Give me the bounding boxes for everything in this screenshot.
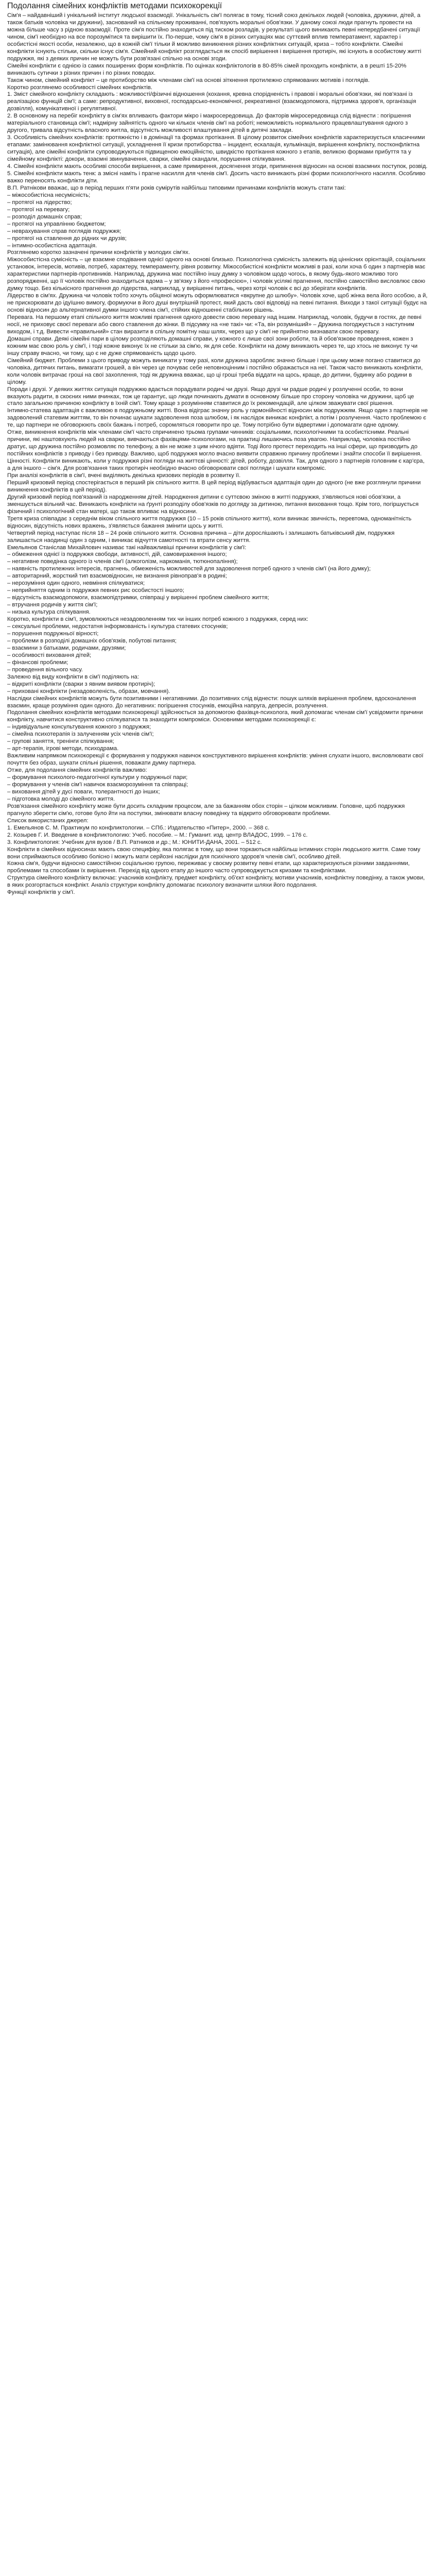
paragraph: 5. Сімейні конфлікти мають тенк: а змісні наміть і прагне насилля для членів сім'ї. Досить часто виникають різні форми психологічного насилля. Особливо важко переносять конфлікти діти. [7, 170, 426, 184]
paragraph: Інтимно-статева адаптація є важливою в подружньому житті. Вона відіграє значну роль у гармонійності відносин між подружжям. Якщо один з партнерів не задоволений статевим життям, то він починає шукати задоволення поза шлюбом, і як наслідок виникає конфлікт, а потім і розлучення. Часто проблемою є те, що партнери не обговорюють своїх бажань і потреб, соромляться говорити про це. Тому потрібно бути відвертими і допомагати одне одному. [7, 408, 428, 429]
paragraph: – сексуальні проблеми, недостатня інформованість і культура статевих стосунків; [7, 623, 228, 630]
paragraph: Перевага. На першому етапі спільного життя можливі прагнення одного довести свою перевагу над іншим. Наприклад, чоловік, будучи в гостях, де певні носії, не приховує своєї переваги або свого ставлення до жінки. В підсумку на «не такі» чи: «Та, він розумніший» – Дружина погоджується з наступним виходом, і т.д. Вивести «правильний» стан виразити в спільну помітну наш шлях, через що у сім'ї не прийнятно визнавати свою перевагу. [7, 314, 422, 335]
paragraph: Другий кризовий період пов'язаний із народженням дітей. Народження дитини є суттєвою зміною в житті подружжя, з'являються нові обов'язки, а зменшується вільний час. Виникають конфлікти на ґрунті розподілу обов'язків по догляду за дитиною, питання виховання тощо. Крім того, погіршується фізичний і психологічний стан матері, що також впливає на відносини. [7, 494, 419, 515]
paragraph: Функції конфліктів у сім'ї. [7, 889, 75, 896]
paragraph: Подолання сімейних конфліктів методами психокорекції здійснюється за допомогою фахівця-психолога, який допомагає членам сім'ї усвідомити причини конфлікту, навчитися конструктивно спілкуватися та знаходити компроміси. Основними методами психокорекції є: [7, 709, 423, 723]
paragraph: – проведення вільного часу. [7, 666, 83, 673]
paragraph: – виховання дітей у дусі поваги, толерантності до інших; [7, 788, 160, 795]
paragraph: В.П. Ратнікови вважає, що в період перших п'яти років сумірутів найбільш типовими причинами конфліктів можуть стати такі: [7, 184, 346, 191]
paragraph: Розглянемо коротко зазначені причини конфліктів у молодих сім'ях. [7, 249, 190, 256]
paragraph: – міжособистісна несумісність; [7, 192, 91, 198]
paragraph: 2. Козырев Г. И. Введение в конфликтологию: Учеб. пособие. – М.: Гуманит. изд. центр ВЛАДОС, 1999. – 176 с. [7, 832, 308, 838]
paragraph: Розв'язання сімейного конфлікту може бути досить складним процесом, але за бажанням обох сторін – цілком можливим. Головне, щоб подружжя прагнуло зберегти сім'ю, готове було йти на поступки, змінювати власну поведінку та відкрито обговорювати проблеми. [7, 803, 405, 817]
paragraph: – обмеження однієї із подружжя свободи, активності, дій, самовираження іншого; [7, 551, 227, 558]
paragraph: Важливим напрямком психокорекції є формування у подружжя навичок конструктивного вирішення конфліктів: уміння слухати іншого, висловлювати свої почуття без образ, шукати спільні рішення, поважати думку партнера. [7, 753, 424, 767]
paragraph: Структура сімейного конфлікту включає: учасників конфлікту, предмет конфлікту, об'єкт конфлікту, мотиви учасників, конфліктну поведінку, а також умови, в яких розгортається конфлікт. Аналіз структури конфлікту допомагає психологу визначити шляхи його подолання. [7, 875, 425, 889]
paragraph: Лідерство в сім'ях. Дружина чи чоловік тобто хочуть обіцяної можуть оформлюватися «вкрупне до шлюбу». Чоловік хоче, щоб жінка вела його особою, а й, не прискорювати до ідуїшню вимогу, формуючи в його душі внутрішній протест, який дасть свої відповіді на певні питання. Виходи з такої ситуації будує на основі відносин до альтернативної думки іншого члена сім'ї, стійких відношенні стабільних рішень. [7, 293, 428, 314]
paragraph: Кожна сім'я, будучи відносно самостійною соціальною групою, переживає у своєму розвитку певні етапи, що характеризуються різними завданнями, проблемами та способами їх вирішення. Перехід від одного етапу до іншого часто супроводжується кризами та конфліктами. [7, 860, 410, 874]
paragraph: Список використаних джерел: [7, 817, 89, 824]
paragraph: Отже, виникнення конфліктів між членами сім'ї часто спричинено трьома групами чинників: соціальними, психологічними та особистісними. Реальні причини, які наштовхують людей на сварки, вивчаються фахівцями-психологами, на практиці лишаючись поза увагою. Наприклад, чоловіка постійно дратує, що дружина постійно розмовляє по телефону, а він не може з цим нічого вдіяти. Тоді його протест переходить на інші сфери, що призводить до постійних конфліктів з приводу і без приводу. Важливо, щоб подружжя могло вчасно виявити справжню причину проблеми і знайти способи її вирішення. [7, 429, 422, 457]
paragraph: Поради і друзі. У деяких життях ситуація подружжю вдається порадувати родичі чи друзі. Якщо друзі чи радше родичі у розлученні особи, то вони вказують радити, в скоєних ними вчинках, тож це гарантує, що люди починають думати в основному більше про сторону чоловіка чи дружини, щоб це стало загальною причиною конфлікту в їхній сім'ї. Тому краще з розумінням ставитися до їх рекомендацій, але цілком зважувати свої рішення. [7, 386, 414, 407]
paragraph: Сім'я – найдавніший і унікальний інститут людської взаємодії. Унікальність сім'ї полягає в тому, тісний союз декількох людей (чоловіка, дружини, дітей, а також батьків чоловіка чи дружини), заснований на спільному проживанні, пов'язують моральні обов'язки. У даному союзі люди прагнуть провести на можна більше часу з рідною взаємодії. Проте сім'я постійно знаходиться під тиском розладів, у результаті цього виникають певні непередбачені ситуації чином, сім'ї необхідно на все порозумітися та вирішити їх. По-перше, чому сім'я в різних ситуаціях має суттєвий вплив температамент, характер і особистісні якості особи, незалежно, що в кожній сім'ї тільки й можливо виникнення різних конфліктних ситуацій, криза – тобто конфлікти. Сімейні конфлікти існують стільки, скільки існує сім'я. Сімейний конфлікт розглядається як спосіб вирішення і вирішення протиріч, які існують в особистому житті подружжя, які з деяких причин не можуть бути розв'язані спільно на основі згоди. [7, 12, 422, 62]
paragraph: Емельянов Станіслав Михайлович називає такі найважливіші причини конфліктів у сім'ї: [7, 544, 247, 551]
paragraph: – інтимно-особистісна адаптація. [7, 242, 97, 249]
paragraph: – проблеми в розподілі домашніх обов'язків, побутові питання; [7, 637, 177, 644]
paragraph: – протягої на лідерство; [7, 199, 72, 206]
paragraph: Залежно від виду конфлікти в сім'ї поділяють на: [7, 673, 139, 680]
paragraph: Коротко, конфлікти в сім'ї, зумовлюються незадоволенням тих чи інших потреб кожного з подружжя, серед них: [7, 616, 308, 623]
paragraph: Четвертий період наступає після 18 – 24 років спільного життя. Основна причина – діти дорослішають і залишають батьківський дім, подружжя залишається наодинці один з одним, і виникає відчуття самотності та втрати сенсу життя. [7, 530, 395, 544]
paragraph: Наслідки сімейних конфліктів можуть бути позитивними і негативними. До позитивних слід віднести: пошук шляхів вирішення проблем, вдосконалення взаємин, краще розуміння один одного. До негативних: погіршення стосунків, емоційна напруга, депресія, розлучення. [7, 695, 416, 709]
paragraph: – протягої на ставлення до рідних чи друзів; [7, 235, 127, 242]
paragraph: – неврахування справ поглядів подружжя; [7, 228, 121, 234]
paragraph: Конфлікти в сімейних відносинах мають свою специфіку, яка полягає в тому, що вони торкаються найбільш інтимних сторін людського життя. Саме тому вони сприймаються особливо болісно і можуть мати серйозні наслідки для психічного здоров'я членів сім'ї, особливо дітей. [7, 846, 421, 860]
paragraph: При аналізі конфліктів в сім'ї, вчені виділяють декілька кризових періодів в розвитку її. [7, 472, 241, 479]
paragraph: – авторитарний, жорсткий тип взаємовідносин, не визнання рівноправ'я в родині; [7, 573, 227, 580]
paragraph: – формування у членів сім'ї навичок взаєморозуміння та співпраці; [7, 781, 188, 788]
paragraph: Перший кризовий період спостерігається в перший рік спільного життя. В цей період відбувається адаптація один до одного (не вже розглянули причини виникнення конфліктів в цей період). [7, 479, 421, 493]
paragraph: – індивідуальне консультування кожного з подружжя; [7, 724, 151, 731]
paragraph: Домашні справи. Деякі сімейні пари в цілому розподіляють домашні справи, у кожного є лише свої зони роботи, та й обов'язкове проведення, кожен з кожним має свою роль у сім'ї, і тоді кожне виконує їх не стільки за сім'ю, як для себе. Конфлікти на дому виникають через те, що хтось не виконує ту чи іншу справу вчасно, чи тому, що є не дуже спрямованість щодо цього. [7, 335, 418, 357]
page-title: Подолання сімейних конфліктів методами психокорекції [7, 2, 222, 10]
paragraph: – формування психолого-педагогічної культури у подружньої пари; [7, 774, 188, 781]
paragraph: – приховані конфлікти (незадоволеність, образи, мовчання). [7, 688, 170, 694]
paragraph: Також чином, сімейний конфлікт – це протиборство між членами сім'ї на основі зіткнення протилежно спрямованих мотивів і поглядів. [7, 77, 370, 83]
paragraph: Отже, для подолання сімейних конфліктів важливо: [7, 767, 147, 774]
paragraph: 3. Конфликтология: Учебник для вузов / В.П. Ратников и др.; М.: ЮНИТИ-ДАНА, 2001. – 512 с. [7, 839, 262, 845]
paragraph: 4. Сімейні конфлікти мають особливі способи вирішення, а саме примирення, досягнення згоди, припинення відносин на основі взаємних поступок, розвід. [7, 163, 428, 170]
paragraph: – відсутність взаємодопомоги, взаємопідтримки, співпраці у вирішенні проблем сімейного життя; [7, 595, 269, 601]
paragraph: – протягої на перевагу; [7, 206, 70, 213]
paragraph: – неприйняття одним із подружжя певних рис особистості іншого; [7, 587, 184, 594]
paragraph: 2. В основному на перебіг конфлікту в сім'ях впливають фактори мікро і макросередовища. До факторів мікросередовища слід віднести : погіршення матеріального становища сім'ї; надмірну зайнятість одного чи кількох членів сім'ї на роботі; неможливість нормального працевлаштування одного з другого, тривала відсутність власного житла, відсутність можливості влаштування дітей в дитячі заклади. [7, 113, 411, 134]
paragraph: 1. Зміст сімейного конфлікту складають : можливості/фізичні відношення (кохання, кревна спорідненість і правові і моральні обов'язки, які пов'язані із реалізацією функцій сім'ї; а саме: репродуктивної, виховної, господарсько-економічної, рекреативної (взаємодопомога, підтримка здоров'я, організація дозвілля), комунікативної і регулятивної. [7, 91, 416, 112]
paragraph: – наявність протилежних інтересів, прагнень, обмеженість можливостей для задоволення потреб одного з членів сім'ї (на його думку); [7, 566, 371, 572]
paragraph: Третя криза співпадає з середнім віком спільного життя подружжя (10 – 15 років спільного життя), коли виникає звичність, перевтома, одноманітність відносин, відсутність нових вражень, з'являється бажання змінити щось у житті. [7, 515, 412, 529]
paragraph: – сімейна психотерапія із залученням усіх членів сім'ї; [7, 731, 154, 738]
paragraph: Міжособистісна сумісність – це взаємне сподівання однієї одного на основі близько. Психологічна сумісність залежить від ціннісних орієнтацій, соціальних установок, інтересів, мотивів, потреб, характеру, темпераменту, рівня розвитку. Міжособистісні конфлікти можливі в разі, коли хоча б один з партнерів має характеристики партнерів-противників. Наприклад, дружина має постійно іншу думку з чоловіком щодо чогось, в якому будь-якого можливо того розпорядженні, що її чоловік постійно знаходиться вдома – у зв'язку з його «професією», і чоловік усілякі прагнення, постійно самостійно висловлює свою думку тощо. Без кількісного прагнення до лідерства, наприклад, у вирішенні питань, через котрі чоловік є всі до зберігати конфліктів. [7, 257, 426, 292]
paragraph: – втручання родичів у життя сім'ї; [7, 602, 98, 608]
document-body [7, 12, 428, 896]
paragraph: 3. Особливість сімейних конфліктів: протяжністю і в домінації та формах протікання. В цілому розвиток сімейних конфліктів характеризується класичними етапами: замінювання конфліктної ситуації, ускладнення її кризи протиборства – інцидент, ескалація, кульмінація, вирішення конфлікту, постконфліктна ситуація), але сімейні конфлікти супроводжуються підвищеною емоційністю, швидкістю протікання кожного з етапів, великою формами прибуття та у сімейному конфлікті: докори, взаємні звинувачення, сварки, сімейні скандали, порушення спілкування. [7, 134, 425, 163]
paragraph: Цінності. Конфлікти виникають, коли у подружжя різні погляди на життєві цінності: дітей, роботу, дозвілля. Так, для одного з партнерів головним є кар'єра, а для іншого – сім'я. Для розв'язання таких протиріч необхідно вчасно обговорювати свої погляди і шукати компроміс. [7, 458, 425, 472]
paragraph: – підготовка молоді до сімейного життя. [7, 795, 115, 802]
paragraph: – низька культура спілкування. [7, 609, 91, 616]
paragraph: – протягої на управлінню бюджетом; [7, 221, 106, 227]
paragraph: – нерозуміння один одного, невміння спілкуватися; [7, 580, 145, 587]
paragraph: – порушення подружньої вірності; [7, 630, 99, 637]
paragraph: – взаємини з батьками, родичами, друзями; [7, 645, 126, 651]
paragraph: – особливості виховання дітей; [7, 652, 92, 658]
paragraph: – фінансові проблеми; [7, 659, 68, 666]
paragraph: 1. Емельянов С. М. Практикум по конфликтологии. – СПб.: Издательство «Питер», 2000. – 368 с. [7, 824, 270, 831]
paragraph: – групові заняття, тренінги спілкування; [7, 738, 114, 745]
paragraph: Сімейний бюджет. Проблеми з цього приводу можуть виникати у тому разі, коли дружина заробляє значно більше і при цьому може погано ставитися до чоловіка, дитячих питань, вимагати грошей, а він через це почуває себе неповноцінним і постійно ображається на неї. Також часто виникають конфлікти, коли чоловік витрачає гроші на свої захоплення, тоді як дружина вважає, що ці гроші треба віддати на щось, краще, до дитини, будинку або родини в цілому. [7, 357, 423, 385]
paragraph: – розподіл домашніх справ; [7, 213, 82, 220]
paragraph: – негативне поведінка одного із членів сім'ї (алкоголізм, наркоманія, тютюнопаління); [7, 558, 238, 565]
paragraph: Коротко розглянемо особливості сімейних конфліктів. [7, 84, 153, 91]
paragraph: – арт-терапія, ігрові методи, психодрама. [7, 745, 119, 752]
paragraph: – відкриті конфлікти (сварки з явним виявом протиріч); [7, 681, 155, 687]
paragraph: Сімейні конфлікти є однією із самих поширених форм конфліктів. По оцінках конфліктологів в 80-85% сімей проходить конфлікти, а в решті 15-20% виникають сутички з різних причин і по різних поводах. [7, 62, 407, 76]
